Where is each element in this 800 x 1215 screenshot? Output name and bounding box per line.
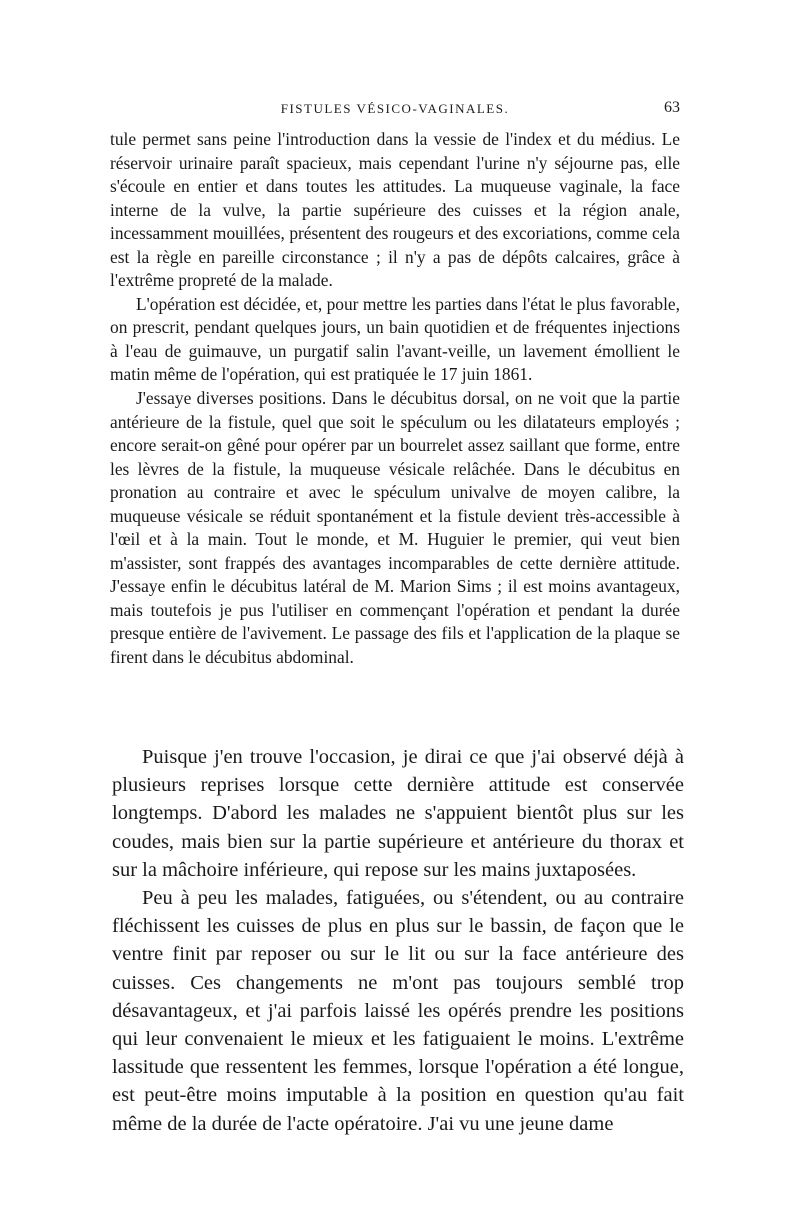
paragraph-fatigue: Peu à peu les malades, fatiguées, ou s'étendent, ou au contraire fléchissent les cuisses de plus en plus sur le bassin, de façon que le ventre finit par reposer ou sur le lit ou sur la face antérieure des cuisses. Ces changements ne m'ont pas toujours semblé trop désavantageux, et j'ai parfois laissé les opérés prendre les positions qui leur convenaient le mieux et les fatiguaient le moins. L'extrême lassitude que ressentent les femmes, lorsque l'opération a été longue, est peut-être moins imputable à la position en question qu'au fait même de la durée de l'acte opératoire. J'ai vu une jeune dame — [112, 887, 684, 1135]
paragraph-positions: J'essaye diverses positions. Dans le décubitus dorsal, on ne voit que la partie antérieure de la fistule, quel que soit le spéculum ou les dilatateurs employés ; encore serait-on gêné pour opérer par un bourrelet assez saillant que forme, entre les lèvres de la fistule, la muqueuse vésicale relâchée. Dans le décubitus en pronation au contraire et avec le spéculum univalve de moyen calibre, la muqueuse vésicale se réduit spontanément et la fistule devient très-accessible à l'œil et à la main. Tout le monde, et M. Huguier le premier, qui veut bien m'assister, sont frappés des avantages incomparables de cette dernière attitude. J'essaye enfin le décubitus latéral de M. Marion Sims ; il est moins avantageux, mais toutefois je pus l'utiliser en commençant l'opération et pendant la durée presque entière de l'avivement. Le passage des fils et l'application de la plaque se firent dans le décubitus abdominal. — [110, 388, 680, 668]
upper-text-block — [110, 128, 680, 670]
paragraph-observation: Puisque j'en trouve l'occasion, je dirai ce que j'ai observé déjà à plusieurs reprises lorsque cette dernière attitude est conservée longtemps. D'abord les malades ne s'appuient bientôt plus sur les coudes, mais bien sur la partie supérieure et antérieure du thorax et sur la mâchoire inférieure, qui repose sur les mains juxtaposées. — [112, 746, 684, 881]
lower-text-block — [112, 743, 684, 1138]
page-number: 63 — [664, 99, 680, 116]
paragraph-continued: tule permet sans peine l'introduction dans la vessie de l'index et du médius. Le réservoir urinaire paraît spacieux, mais cependant l'urine n'y séjourne pas, elle s'écoule en entier et dans toutes les attitudes. La muqueuse vaginale, la face interne de la vulve, la partie supérieure des cuisses et la région anale, incessamment mouillées, présentent des rougeurs et des excoriations, comme cela est la règle en pareille circonstance ; il n'y a pas de dépôts calcaires, grâce à l'extrême propreté de la malade. — [110, 129, 680, 291]
paragraph-operation: L'opération est décidée, et, pour mettre les parties dans l'état le plus favorable, on prescrit, pendant quelques jours, un bain quotidien et de fréquentes injections à l'eau de guimauve, un purgatif salin l'avant-veille, un lavement émollient le matin même de l'opération, qui est pratiquée le 17 juin 1861. — [110, 293, 680, 385]
page-header — [110, 97, 680, 121]
running-title: FISTULES VÉSICO-VAGINALES. — [280, 101, 510, 116]
